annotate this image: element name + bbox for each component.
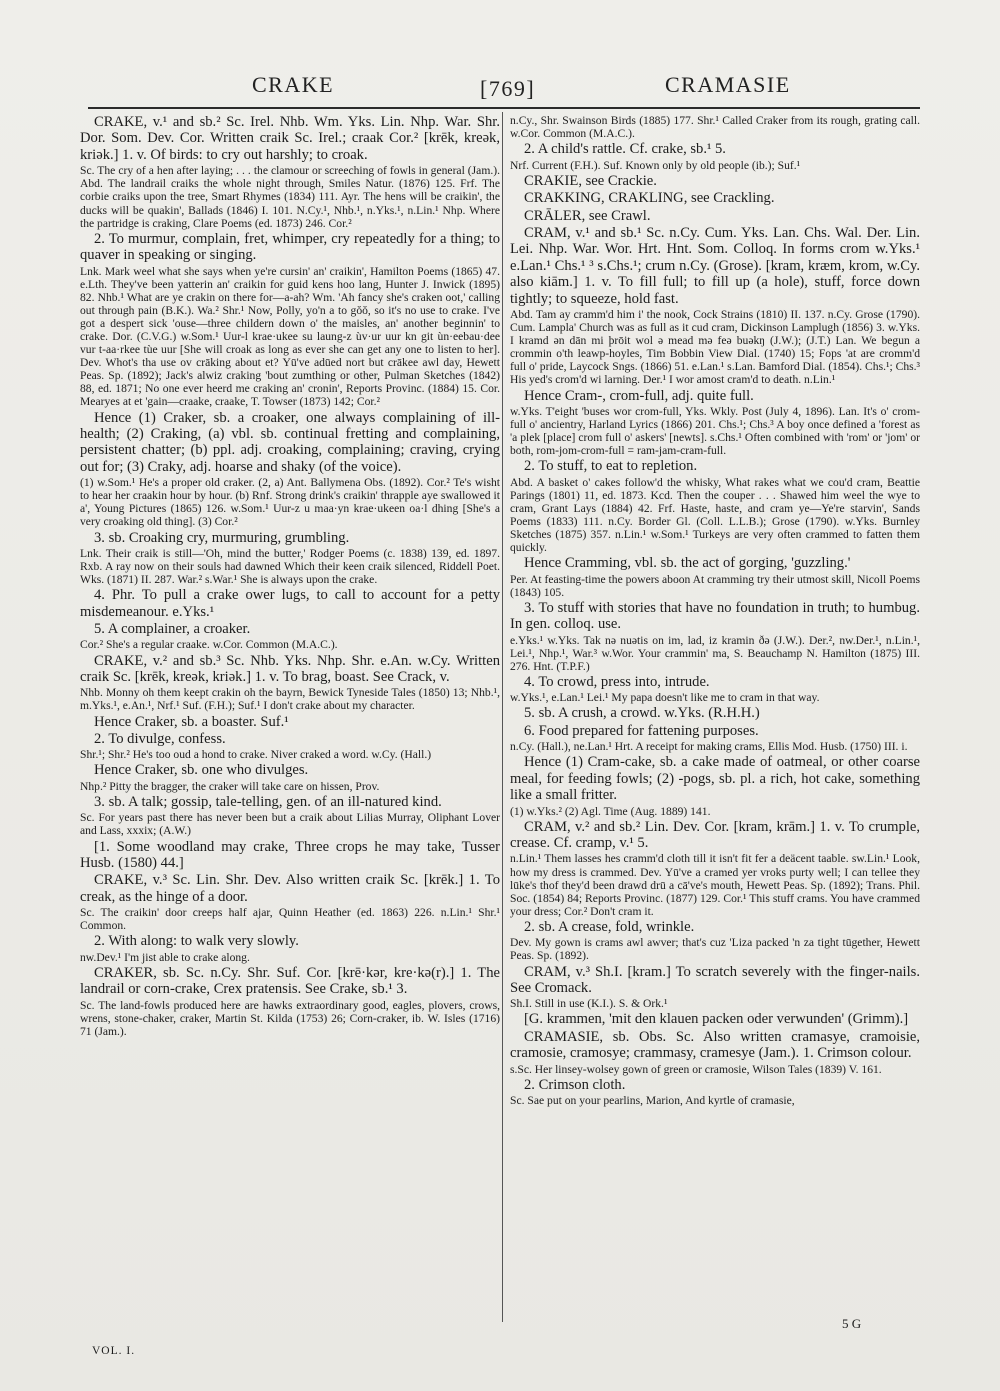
right-col-entry-head: CRAM, v.² and sb.² Lin. Dev. Cor. [kram, krām.] 1. v. To crumple, crease. Cf. cramp, v.¹ 5. <box>510 818 920 852</box>
right-col-sense: Hence (1) Cram-cake, sb. a cake made of oatmeal, or other coarse meal, for feeding fowls; (2) -pogs, sb. pl. a rich, hot cake, something like a small fritter. <box>510 754 920 804</box>
left-col-citation: Sc. The cry of a hen after laying; . . . the clamour or screeching of fowls in general (Jam.). Abd. The landrail craiks the whole night through, Smiles Natur. (1876) 125. Frf. The corbie craiks upon the tree, Smart Rhymes (1834) 111. Ayr. The hens will be craikin', the ducks will be quakin', Ballads (1846) I. 101. N.Cy.¹, Nhb.¹, n.Yks.¹, n.Lin.¹ Nhp. Where the partridge is craking, Clare Poems (ed. 1873) 246. Cor.² <box>80 164 500 230</box>
left-col-citation: nw.Dev.¹ I'm jist able to crake along. <box>80 950 250 964</box>
right-col-sense: 2. A child's rattle. Cf. crake, sb.¹ 5. <box>524 141 726 158</box>
left-column <box>80 114 500 1344</box>
right-col-citation: (1) w.Yks.² (2) Agl. Time (Aug. 1889) 141. <box>510 804 711 818</box>
header-left-catchword: CRAKE <box>252 72 335 97</box>
right-col-sense: [G. krammen, 'mit den klauen packen oder verwunden' (Grimm).] <box>524 1011 909 1028</box>
left-col-citation: Sc. The craikin' door creeps half ajar, Quinn Heather (ed. 1863) 226. n.Lin.¹ Shr.¹ Common. <box>80 906 500 933</box>
right-column <box>510 114 920 1314</box>
right-col-citation: e.Yks.¹ w.Yks. Tak nə nuətis on im, lad, iz kramin ðə (J.W.). Der.², nw.Der.¹, n.Lin.¹, Lei.¹, Nhp.¹, War.³ w.Wor. Your crammin' ma, S. Beauchamp N. Hamilton (1875) III. 276. Hnt. (T.P.F.) <box>510 633 920 673</box>
right-col-citation: n.Cy. (Hall.), ne.Lan.¹ Hrt. A receipt for making crams, Ellis Mod. Husb. (1750) III. i. <box>510 740 908 754</box>
right-col-sense: 2. Crimson cloth. <box>524 1076 626 1093</box>
right-col-citation: w.Yks.¹, e.Lan.¹ Lei.¹ My papa doesn't like me to cram in that way. <box>510 691 820 705</box>
left-col-sense: 2. With along: to walk very slowly. <box>94 933 299 950</box>
right-col-citation: Sh.I. Still in use (K.I.). S. & Ork.¹ <box>510 997 668 1011</box>
left-col-citation: Lnk. Their craik is still—'Oh, mind the butter,' Rodger Poems (c. 1838) 139, ed. 1897. Rxb. A ray now on their souls had dawned Which their keen craik silenced, Riddell Poet. Wks. (1871) II. 287. War.² s.War.¹ She is always upon the crake. <box>80 546 500 587</box>
right-col-entry-head: CRAM, v.³ Sh.I. [kram.] To scratch severely with the finger-nails. See Cromack. <box>510 963 920 996</box>
right-col-entry-head: CRAKKING, CRAKLING, see Crackling. <box>524 190 775 207</box>
left-col-sense: Hence Craker, sb. one who divulges. <box>94 762 309 779</box>
right-col-citation: Per. At feasting-time the powers aboon At cramming try their utmost skill, Nicoll Poems (1843) 105. <box>510 572 920 599</box>
left-col-entry-head: CRAKE, v.³ Sc. Lin. Shr. Dev. Also written craik Sc. [krēk.] 1. To creak, as the hinge of a door. <box>80 872 500 905</box>
right-col-sense: Hence Cramming, vbl. sb. the act of gorging, 'guzzling.' <box>524 555 851 572</box>
right-col-entry-head: CRAMASIE, sb. Obs. Sc. Also written cramasye, cramoisie, cramosie, cramosye; crammasy, cramesye (Jam.). 1. Crimson colour. <box>510 1028 920 1062</box>
right-col-citation: w.Yks. T'eight 'buses wor crom-full, Yks. Wkly. Post (July 4, 1896). Lan. It's o' crom-full o' ancientry, Harland Lyrics (1866) 201. Chs.¹; Chs.³ A boy once defined a 'forest as 'a plek [place] crom full o' askers' [newts]. s.Chs.¹ Often combined with 'rom' or 'jom' or both, rom-jom-crom-full = ram-jam-cram-full. <box>510 404 920 458</box>
left-col-sense: 3. sb. A talk; gossip, tale-telling, gen. of an ill-natured kind. <box>94 793 442 810</box>
right-col-sense: 2. sb. A crease, fold, wrinkle. <box>524 918 695 935</box>
running-head <box>0 72 1000 112</box>
right-col-sense: 6. Food prepared for fattening purposes. <box>524 722 759 739</box>
page-number: [769] <box>480 76 536 101</box>
right-col-citation: Nrf. Current (F.H.). Suf. Known only by old people (ib.); Suf.¹ <box>510 158 801 172</box>
left-col-sense: Hence (1) Craker, sb. a croaker, one always complaining of ill-health; (2) Craking, (a) vbl. sb. continual fretting and complaining, persistent chatter; (b) ppl. adj. croaking, complaining; craving, crying out for; (3) Craky, adj. hoarse and shaky (of the voice). <box>80 409 500 475</box>
left-col-citation: Lnk. Mark weel what she says when ye're cursin' an' craikin', Hamilton Poems (1865) 47. e.Lth. They've been yatterin an' craikin for guid kens hoo lang, Hunter J. Inwick (1895) 82. Nhb.¹ What are ye crakin on there for—a-ah? Wm. 'Ah fancy she's craken oot,' calling out through pain (B.K.). Wa.² Shr.¹ Now, Polly, yo'n a to gŏŏ, so it's no use to crake. I've got a despert sick 'ouse—three childern down o' the maisles, an' another beginnin' to crake. Dor. (C.V.G.) w.Som.¹ Uur-l krae·ukee su laung-z ùv·ur uur kn git ùn·eebau·dee vur t-aa·rkee tùe uur [She will croak as long as ever she can get any one to listen to her]. Dev. Whot's tha use ov crāking about et? Yū've adūed nort but crākee awl day, Hewett Peas. Sp. (1892); Jack's alwiz craking 'bout zumthing or other, Pulman Sketches (1842) 88, ed. 1871; No one ever heerd me craking an' cronin', Reports Provinc. (1884) 15. Cor. Mearyes at et 'gain—craake, craake, T. Towser (1873) 142; Cor.² <box>80 264 500 409</box>
left-col-citation: Nhp.² Pitty the bragger, the craker will take care on hissen, Prov. <box>80 779 380 793</box>
left-col-citation: (1) w.Som.¹ He's a proper old craker. (2, a) Ant. Ballymena Obs. (1892). Cor.² Te's wisht to hear her craakin hour by hour. (b) Rnf. Strong drink's craikin' thrapple aye swallowed it a', Young Pictures (1865) 126. w.Som.¹ Uur-z u maa·yn krae·ukeen oa·l dhing [She's a very croaking old thing]. (3) Cor.² <box>80 476 500 529</box>
right-col-sense: 3. To stuff with stories that have no foundation in truth; to humbug. In gen. colloq. use. <box>510 599 920 633</box>
left-col-sense: 5. A complainer, a croaker. <box>94 621 251 638</box>
left-col-citation: Shr.¹; Shr.² He's too oud a hond to crake. Niver craked a word. w.Cy. (Hall.) <box>80 748 432 762</box>
right-col-citation: n.Cy., Shr. Swainson Birds (1885) 177. Shr.¹ Called Craker from its rough, grating call. w.Cor. Common (M.A.C.). <box>510 114 920 141</box>
right-col-citation: n.Lin.¹ Them lasses hes cramm'd cloth till it isn't fit fer a deäcent taable. sw.Lin.¹ Look, how my dress is crammed. Dev. Yū've a cramed yer vroks purty well; I can tellee they lūke's thof they'd been drawd drū a cā've's mouth, Hewett Peas. Sp. (1892); Trans. Phil. Soc. (1854) 84; Reports Provinc. (1877) 129. Cor.¹ This stuff crams. You have crammed your dress; Cor.² Don't cram it. <box>510 852 920 918</box>
left-col-sense: 2. To divulge, confess. <box>94 730 226 747</box>
left-col-sense: Hence Craker, sb. a boaster. Suf.¹ <box>94 713 289 730</box>
left-col-entry-head: CRAKER, sb. Sc. n.Cy. Shr. Suf. Cor. [krē·kər, kre·kə(r).] 1. The landrail or corn-crake, Crex pratensis. See Crake, sb.¹ 3. <box>80 964 500 998</box>
left-col-citation: Cor.² She's a regular craake. w.Cor. Common (M.A.C.). <box>80 638 338 652</box>
right-col-citation: Abd. Tam ay cramm'd him i' the nook, Cock Strains (1810) II. 137. n.Cy. Grose (1790). Cum. Lampla' Church was as full as it cud cram, Dickinson Lamplugh (1856) 3. w.Yks. I kramd ən dān mi þrōit wol ə mead mə feə buəkŋ (J.W.); (J.T.) Lan. We begun a crommin o'th leawp-hoyles, Tim Bobbin View Dial. (1740) 15; Fops 'at are cromm'd full o' pride, Laycock Sngs. (1866) 51. e.Lan.¹ s.Lan. Bamford Dial. (1854). Chs.¹; Chs.³ His yed's crom'd wi larning. Der.¹ I wor amost cram'd to death. n.Lin.¹ <box>510 307 920 387</box>
right-col-entry-head: CRAM, v.¹ and sb.¹ Sc. n.Cy. Cum. Yks. Lan. Chs. Wal. Der. Lin. Lei. Nhp. War. Wor. Hrt. Hnt. Som. Colloq. In forms crom w.Yks.¹ e.Lan.¹ Chs.¹ ³ s.Chs.¹; crum n.Cy. (Grose). [kram, kræm, krom, w.Cy. also kiām.] 1. v. To fill full; to fill up (a hole), stuff, force down tightly; to squeeze, hold fast. <box>510 224 920 307</box>
gathering-signature: 5 G <box>842 1316 862 1331</box>
header-right-catchword: CRAMASIE <box>665 72 791 97</box>
right-col-sense: 2. To stuff, to eat to repletion. <box>524 458 698 475</box>
right-col-sense: 4. To crowd, press into, intrude. <box>524 673 710 690</box>
right-col-sense: 5. sb. A crush, a crowd. w.Yks. (R.H.H.) <box>524 705 760 722</box>
left-col-sense: 4. Phr. To pull a crake ower lugs, to call to account for a petty misdemeanour. e.Yks.¹ <box>80 587 500 620</box>
left-col-sense: 2. To murmur, complain, fret, whimper, cry repeatedly for a thing; to quaver in speaking or singing. <box>80 230 500 264</box>
right-col-sense: Hence Cram-, crom-full, adj. quite full. <box>524 387 754 404</box>
left-col-citation: Nhb. Monny oh them keept crakin oh the bayrn, Bewick Tyneside Tales (1850) 13; Nhb.¹, m.Yks.¹, e.An.¹, Nrf.¹ Suf. (F.H.); Suf.¹ I don't crake about my character. <box>80 686 500 713</box>
volume-signature: VOL. I. <box>92 1345 136 1357</box>
left-col-sense: 3. sb. Croaking cry, murmuring, grumbling. <box>94 529 350 546</box>
left-col-entry-head: CRAKE, v.¹ and sb.² Sc. Irel. Nhb. Wm. Yks. Lin. Nhp. War. Shr. Dor. Som. Dev. Cor. Written craik Sc. Irel.; craak Cor.² [krēk, kreək, kriək.] 1. v. Of birds: to cry out harshly; to croak. <box>80 114 500 163</box>
left-col-citation: Sc. The land-fowls produced here are hawks extraordinary good, eagles, plovers, crows, wrens, stone-chaker, craker, Martin St. Kilda (1753) 26; Corn-craker, ib. W. Isles (1716) 71 (Jam.). <box>80 998 500 1038</box>
right-col-citation: Dev. My gown is crams awl awver; that's cuz 'Liza packed 'n za tight tūgether, Hewett Peas. Sp. (1892). <box>510 936 920 963</box>
right-col-citation: Sc. Sae put on your pearlins, Marion, And kyrtle of cramasie, <box>510 1094 795 1108</box>
right-col-entry-head: CRĀLER, see Crawl. <box>524 207 651 224</box>
column-divider <box>502 112 503 1322</box>
right-col-citation: Abd. A basket o' cakes follow'd the whisky, What rakes what we cou'd cram, Beattie Parings (1801) 11, ed. 1873. Kcd. Then the couper . . . Shawed him weel the wye to cram, Grant Lays (1884) 42. Frf. Haste, haste, and cram ye—Ye're starvin', Sands Poems (1833) 111. n.Cy. Border Gl. (Coll. L.L.B.); Grose (1790). w.Yks. Burnley Sketches (1875) 357. n.Lin.¹ w.Som.¹ Turkeys are very often crammed to fatten them quickly. <box>510 475 920 555</box>
header-rule <box>88 107 920 109</box>
left-col-citation: Sc. For years past there has never been but a craik about Lilias Murray, Oliphant Lover and Lass, xxxix; (A.W.) <box>80 811 500 838</box>
right-col-entry-head: CRAKIE, see Crackie. <box>524 172 657 189</box>
left-col-sense: [1. Some woodland may crake, Three crops he may take, Tusser Husb. (1580) 44.] <box>80 838 500 871</box>
left-col-entry-head: CRAKE, v.² and sb.³ Sc. Nhb. Yks. Nhp. Shr. e.An. w.Cy. Written craik Sc. [krēk, kreək, kriək.] 1. v. To brag, boast. See Crack, v. <box>80 652 500 685</box>
right-col-citation: s.Sc. Her linsey-wolsey gown of green or cramosie, Wilson Tales (1839) V. 161. <box>510 1062 882 1076</box>
